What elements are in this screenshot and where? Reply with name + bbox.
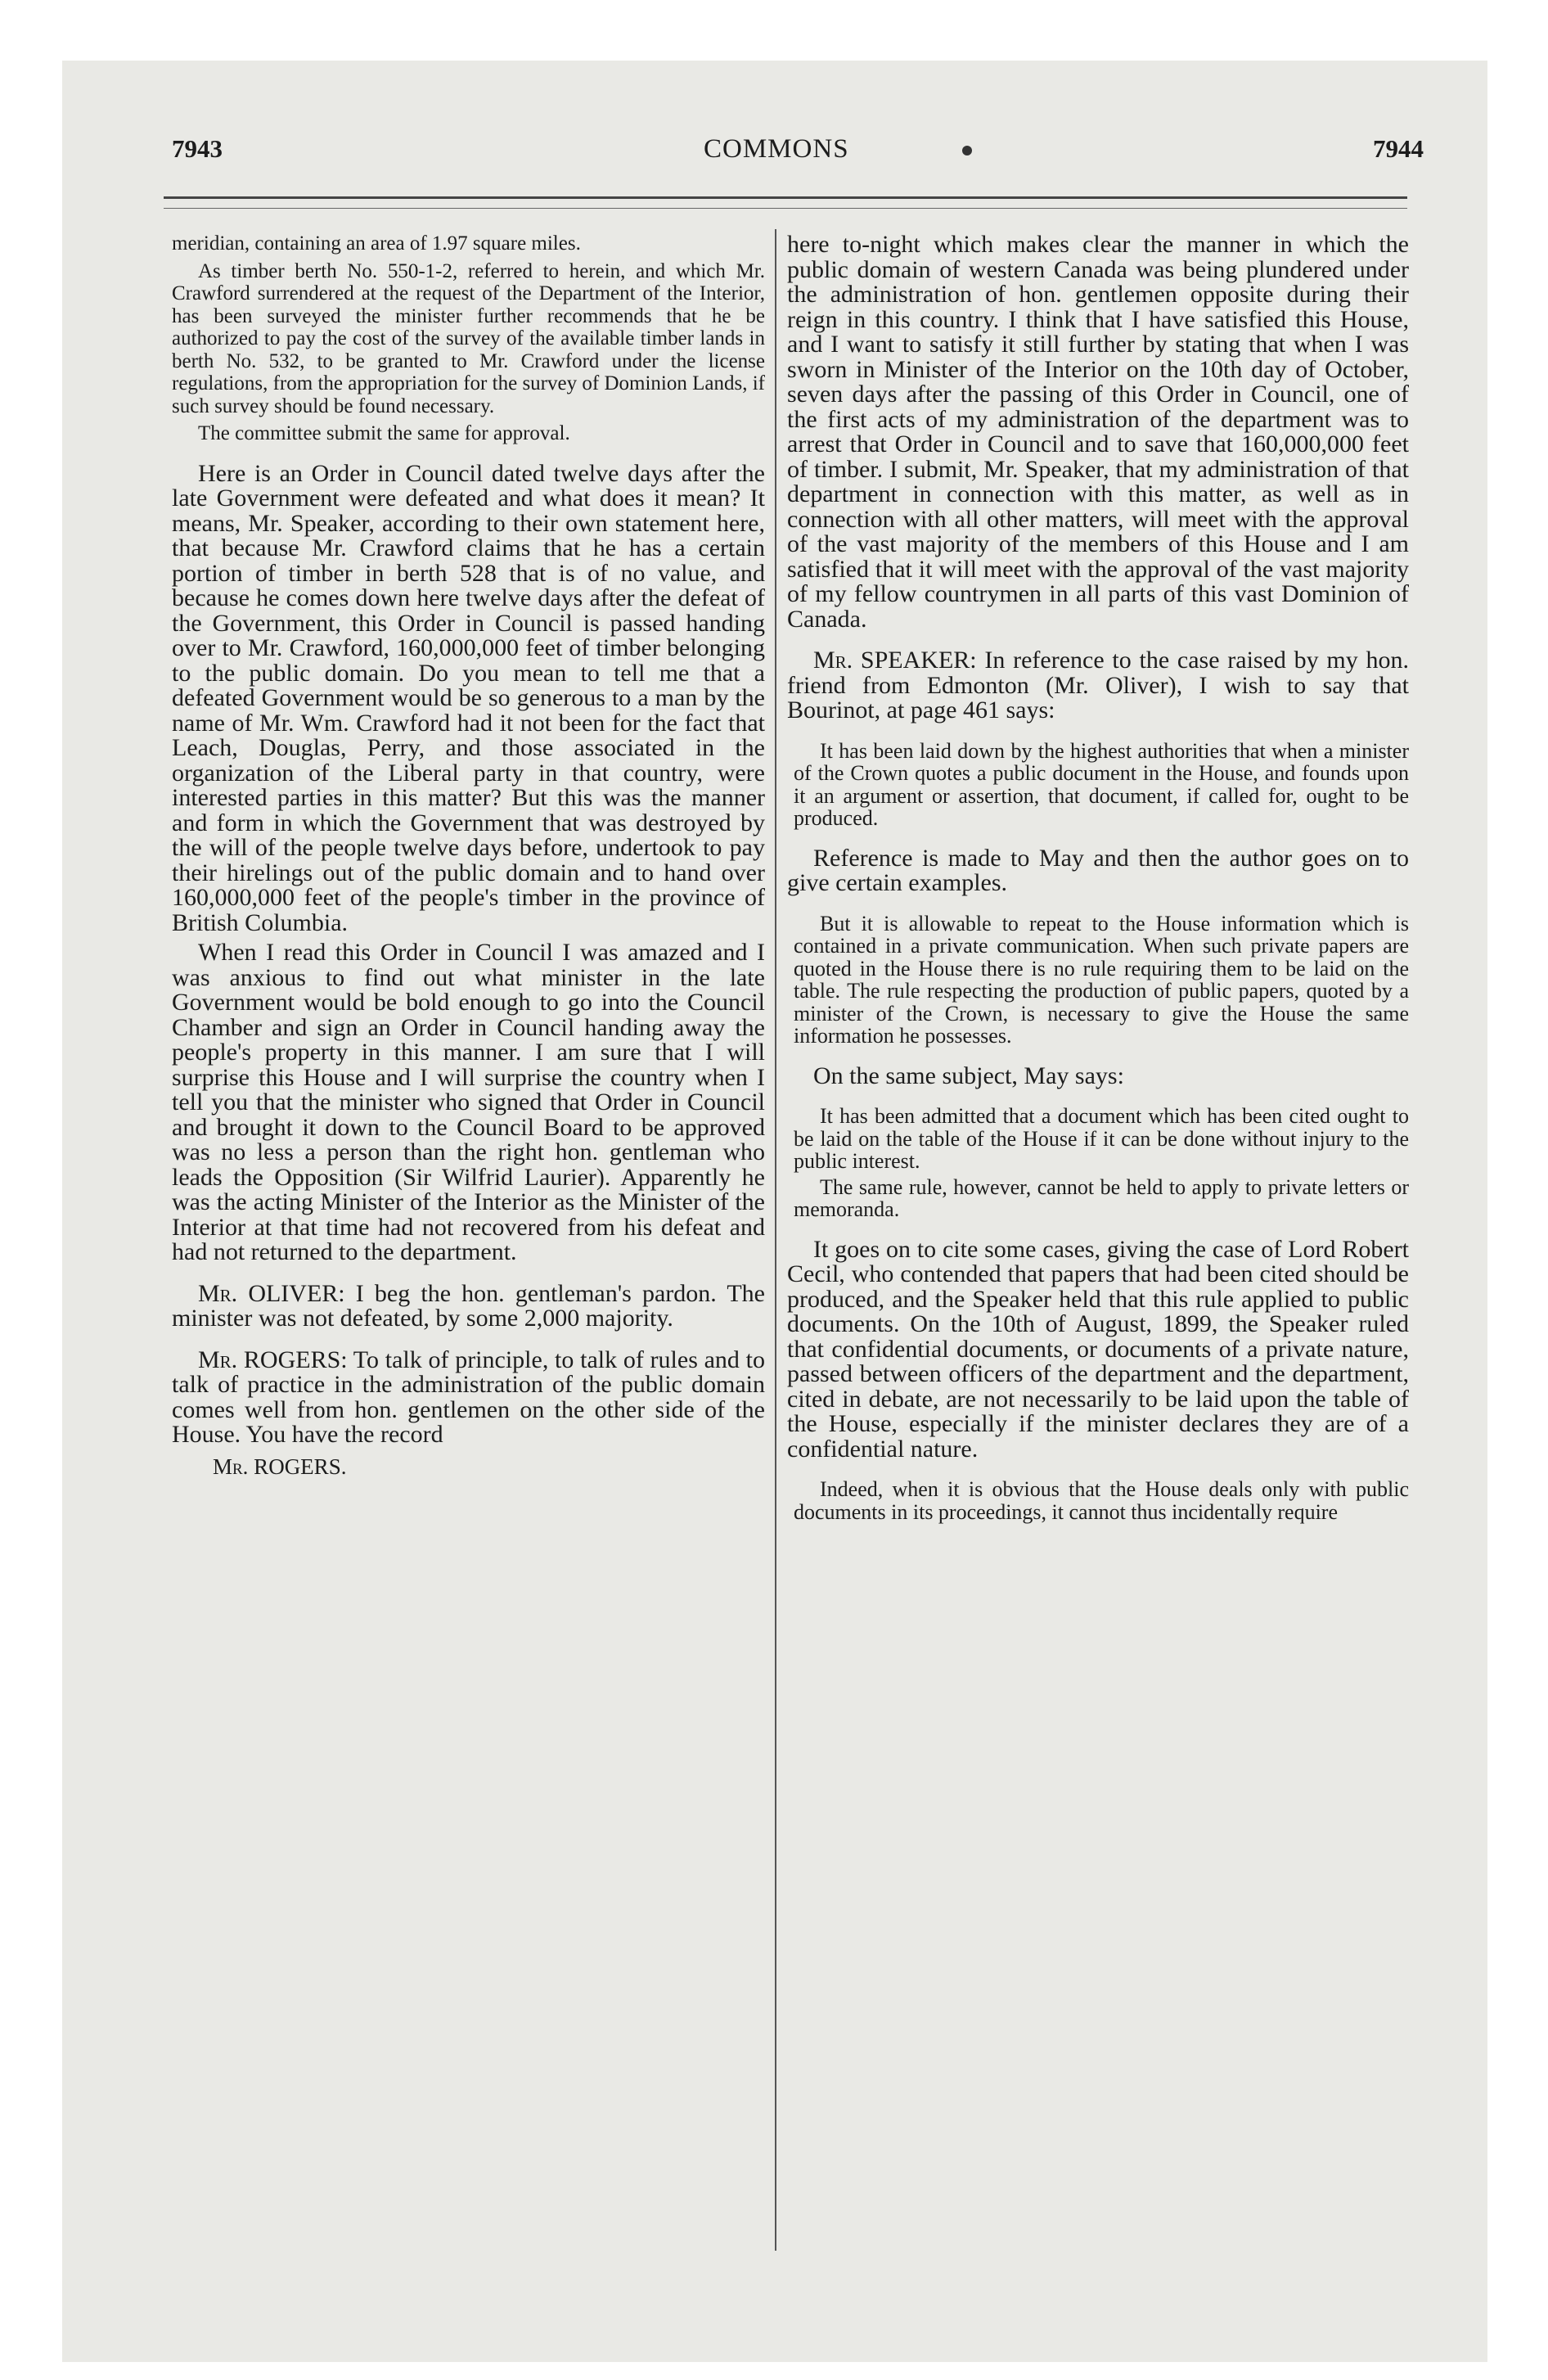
left-paragraph-4: Here is an Order in Council dated twelve days after the late Government were defeated and what does it mean? It means, Mr. Speaker, according to their own statement here, that because Mr. Crawford claims that he has a certain portion of timber in berth 528 that is of no value, and because he comes down here twelve days after the defeat of the Government, this Order in Council is passed handing over to Mr. Crawford, 160,000,000 feet of timber belonging to the public domain. Do you mean to tell me that a defeated Government would be so generous to a man by the name of Mr. Wm. Crawford had it not been for the fact that Leach, Douglas, Perry, and those associated in the organization of the Liberal party in that country, were interested parties in this matter? But this was the manner and form in which the Government that was destroyed by the will of the people twelve days before, undertook to pay their hirelings out of the public domain and to hand over 160,000,000 feet of the people's timber in the province of British Columbia. <box>172 459 765 936</box>
speaker-name-speaker: Mr. SPEAKER: <box>813 647 977 674</box>
right-paragraph-2: Reference is made to May and then the author goes on to give certain examples. <box>787 844 1409 896</box>
ink-dot-mark <box>962 146 972 156</box>
right-paragraph-4: It goes on to cite some cases, giving the case of Lord Robert Cecil, who contended that papers that had been cited should be produced, and the Speaker held that this rule applied to public documents. On the 10th of August, 1899, the Speaker ruled that confidential documents, or documents of a private nature, passed between officers of the department and the department, cited in debate, are not necessarily to be laid upon the table of the House, especially if the minister declares they are of a confidential nature. <box>787 1235 1409 1463</box>
left-paragraph-5: When I read this Order in Council I was amazed and I was anxious to find out what minister in the late Government would be bold enough to go into the Council Chamber and sign an Order in Council handing away the people's property in this manner. I am sure that I will surprise this House and I will surprise the country when I tell you that the minister who signed that Order in Council and brought it down to the Council Board to be approved was no less a person than the right hon. gentleman who leads the Opposition (Sir Wilfrid Laurier). Apparently he was the acting Minister of the Interior as the Minister of the Interior at that time had not recovered from his defeat and had not returned to the department. <box>172 939 765 1265</box>
oliver-remark <box>172 1279 765 1332</box>
speaker-ruling <box>787 648 1409 723</box>
page-header <box>164 134 1424 175</box>
speaker-name-oliver: Mr. OLIVER: <box>198 1279 345 1307</box>
right-paragraph-3: On the same subject, May says: <box>813 1062 1124 1089</box>
left-paragraph-3: The committee submit the same for approval. <box>198 422 570 444</box>
rogers-remark <box>172 1348 765 1448</box>
speaker-ruling-text: In reference to the case raised by my hon. friend from Edmonton (Mr. Oliver), I wish to say that Bourinot, at page 461 says: <box>787 647 1409 723</box>
quotation-bourinot: It has been laid down by the highest authorities that when a minister of the Crown quotes a public document in the House, and founds upon it an argument or assertion, that document, if called for, ought to be produced. <box>794 738 1409 830</box>
oliver-remark-text: I beg the hon. gentleman's pardon. The minister was not defeated, by some 2,000 majority. <box>172 1279 765 1332</box>
rogers-remark-text: To talk of principle, to talk of rules and to talk of practice in the administration of the public domain comes well from hon. gentlemen on the other side of the House. You have the record <box>172 1346 765 1448</box>
quotation-may-1: It has been admitted that a document which has been cited ought to be laid on the table of the House if it can be done without injury to the public interest. <box>794 1104 1409 1173</box>
quotation-private-papers: But it is allowable to repeat to the House information which is contained in a private communication. When such private papers are quoted in the House there is no rule requiring them to be laid on the table. The rule respecting the production of public papers, quoted by a minister of the Crown, is necessary to give the House the same information he possesses. <box>794 911 1409 1048</box>
header-rule-thin <box>164 208 1407 209</box>
speaker-name-rogers: Mr. ROGERS: <box>198 1346 348 1373</box>
header-rule-thick <box>164 196 1407 199</box>
speaker-signature: Mr. ROGERS. <box>213 1454 347 1479</box>
hansard-page <box>164 106 1424 2267</box>
running-title: COMMONS <box>704 134 849 164</box>
left-page-number: 7943 <box>172 134 223 163</box>
right-page-number: 7944 <box>1373 134 1424 163</box>
column-divider <box>775 229 776 2251</box>
quotation-incidental: Indeed, when it is obvious that the House deals only with public documents in its proceedings, it cannot thus incidentally require <box>794 1477 1409 1524</box>
left-paragraph-2: As timber berth No. 550-1-2, referred to herein, and which Mr. Crawford surrendered at the request of the Department of the Interior, has been surveyed the minister further recommends that he be authorized to pay the cost of the survey of the available timber lands in berth No. 532, to be granted to Mr. Crawford under the license regulations, from the appropriation for the survey of Dominion Lands, if such survey should be found necessary. <box>172 259 765 417</box>
right-column <box>787 232 1409 1539</box>
left-paragraph-1: meridian, containing an area of 1.97 square miles. <box>172 232 581 255</box>
right-paragraph-1: here to-night which makes clear the manner in which the public domain of western Canada was being plundered under the administration of hon. gentlemen opposite during their reign in this country. I think that I have satisfied this House, and I want to satisfy it still further by stating that when I was sworn in Minister of the Interior on the 10th day of October, seven days after the passing of this Order in Council, one of the first acts of my administration of the department was to arrest that Order in Council and to save that 160,000,000 feet of timber. I submit, Mr. Speaker, that my administration of that department in connection with this matter, as well as in connection with all other matters, will meet with the approval of the vast majority of the members of this House and I am satisfied that it will meet with the approval of the vast majority of my fellow countrymen in all parts of this vast Dominion of Canada. <box>787 232 1409 633</box>
left-column <box>172 232 765 1480</box>
quotation-may-2: The same rule, however, cannot be held to apply to private letters or memoranda. <box>794 1174 1409 1221</box>
